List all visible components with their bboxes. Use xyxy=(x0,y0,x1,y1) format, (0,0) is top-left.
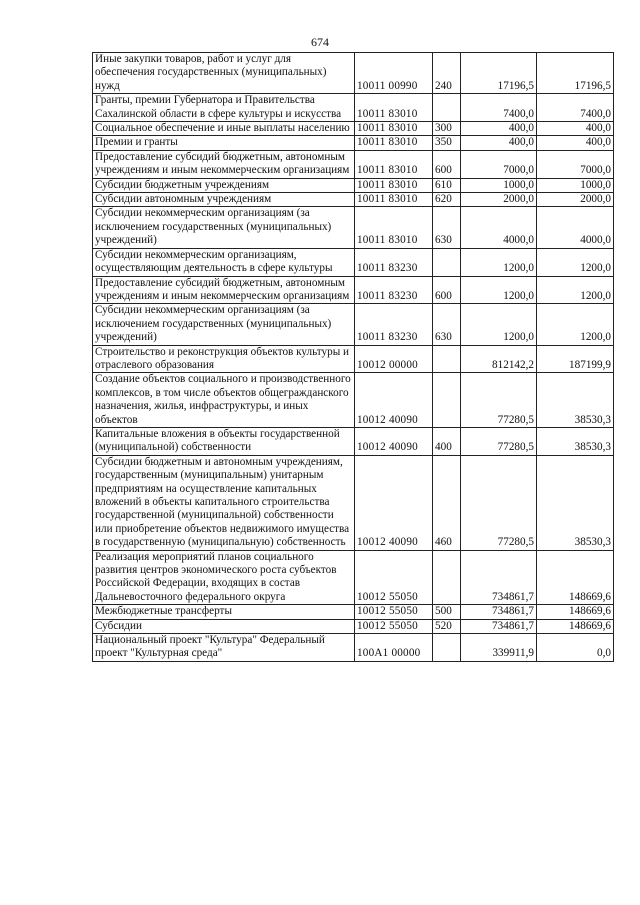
row-amount1-cell: 400,0 xyxy=(461,136,537,150)
row-kvr-cell xyxy=(433,345,461,373)
row-code-cell: 10012 55050 xyxy=(355,550,433,605)
row-amount2-cell: 1200,0 xyxy=(537,304,614,345)
row-code-cell: 10012 55050 xyxy=(355,605,433,619)
row-code-cell: 10011 83010 xyxy=(355,193,433,207)
row-amount2-cell: 148669,6 xyxy=(537,605,614,619)
budget-table-body xyxy=(93,53,614,662)
table-row xyxy=(93,136,614,150)
row-name-cell: Строительство и реконструкция объектов культуры и отраслевого образования xyxy=(93,345,355,373)
table-row xyxy=(93,427,614,455)
table-row xyxy=(93,53,614,94)
row-amount1-cell: 7400,0 xyxy=(461,94,537,122)
row-name-cell: Субсидии некоммерческим организациям, осуществляющим деятельность в сфере культуры xyxy=(93,248,355,276)
row-amount2-cell: 38530,3 xyxy=(537,427,614,455)
row-code-cell: 10011 83230 xyxy=(355,248,433,276)
table-row xyxy=(93,455,614,550)
row-kvr-cell xyxy=(433,94,461,122)
row-name-cell: Предоставление субсидий бюджетным, автономным учреждениям и иным некоммерческим организациям xyxy=(93,276,355,304)
row-name-cell: Субсидии некоммерческим организациям (за исключением государственных (муниципальных) учреждений) xyxy=(93,207,355,248)
table-row xyxy=(93,373,614,428)
row-name-cell: Межбюджетные трансферты xyxy=(93,605,355,619)
table-row xyxy=(93,605,614,619)
row-kvr-cell: 460 xyxy=(433,455,461,550)
row-amount2-cell: 17196,5 xyxy=(537,53,614,94)
row-code-cell: 10012 40090 xyxy=(355,455,433,550)
row-kvr-cell xyxy=(433,373,461,428)
row-code-cell: 10011 83010 xyxy=(355,94,433,122)
table-row xyxy=(93,248,614,276)
row-amount1-cell: 1000,0 xyxy=(461,178,537,192)
row-kvr-cell: 350 xyxy=(433,136,461,150)
row-amount2-cell: 2000,0 xyxy=(537,193,614,207)
row-name-cell: Субсидии xyxy=(93,619,355,633)
row-code-cell: 10011 83010 xyxy=(355,136,433,150)
row-name-cell: Субсидии автономным учреждениям xyxy=(93,193,355,207)
row-amount2-cell: 148669,6 xyxy=(537,550,614,605)
row-code-cell: 10011 83010 xyxy=(355,207,433,248)
page-number: 674 xyxy=(311,35,329,49)
row-kvr-cell: 240 xyxy=(433,53,461,94)
row-amount1-cell: 2000,0 xyxy=(461,193,537,207)
row-amount2-cell: 1000,0 xyxy=(537,178,614,192)
row-code-cell: 10012 40090 xyxy=(355,373,433,428)
row-amount2-cell: 1200,0 xyxy=(537,276,614,304)
row-kvr-cell: 620 xyxy=(433,193,461,207)
row-amount2-cell: 148669,6 xyxy=(537,619,614,633)
row-kvr-cell: 400 xyxy=(433,427,461,455)
table-row xyxy=(93,550,614,605)
table-row xyxy=(93,619,614,633)
row-name-cell: Предоставление субсидий бюджетным, автономным учреждениям и иным некоммерческим организациям xyxy=(93,150,355,178)
row-name-cell: Национальный проект "Культура" Федеральный проект "Культурная среда" xyxy=(93,634,355,662)
row-name-cell: Иные закупки товаров, работ и услуг для обеспечения государственных (муниципальных) нужд xyxy=(93,53,355,94)
row-amount2-cell: 7400,0 xyxy=(537,94,614,122)
row-amount2-cell: 187199,9 xyxy=(537,345,614,373)
row-code-cell: 10011 00990 xyxy=(355,53,433,94)
row-name-cell: Гранты, премии Губернатора и Правительства Сахалинской области в сфере культуры и искусства xyxy=(93,94,355,122)
row-amount1-cell: 1200,0 xyxy=(461,304,537,345)
row-amount1-cell: 7000,0 xyxy=(461,150,537,178)
row-code-cell: 100А1 00000 xyxy=(355,634,433,662)
row-code-cell: 10011 83010 xyxy=(355,150,433,178)
row-amount2-cell: 400,0 xyxy=(537,122,614,136)
table-row xyxy=(93,178,614,192)
row-code-cell: 10012 40090 xyxy=(355,427,433,455)
row-name-cell: Субсидии некоммерческим организациям (за исключением государственных (муниципальных) учреждений) xyxy=(93,304,355,345)
row-kvr-cell: 500 xyxy=(433,605,461,619)
row-kvr-cell xyxy=(433,550,461,605)
row-name-cell: Субсидии бюджетным учреждениям xyxy=(93,178,355,192)
row-amount1-cell: 734861,7 xyxy=(461,605,537,619)
row-amount1-cell: 77280,5 xyxy=(461,455,537,550)
row-amount1-cell: 1200,0 xyxy=(461,276,537,304)
row-kvr-cell: 520 xyxy=(433,619,461,633)
row-amount2-cell: 7000,0 xyxy=(537,150,614,178)
row-code-cell: 10011 83230 xyxy=(355,276,433,304)
row-amount1-cell: 734861,7 xyxy=(461,619,537,633)
row-kvr-cell: 300 xyxy=(433,122,461,136)
row-code-cell: 10011 83010 xyxy=(355,122,433,136)
row-code-cell: 10011 83230 xyxy=(355,304,433,345)
row-amount2-cell: 400,0 xyxy=(537,136,614,150)
row-code-cell: 10011 83010 xyxy=(355,178,433,192)
table-row xyxy=(93,94,614,122)
table-row xyxy=(93,207,614,248)
table-row xyxy=(93,122,614,136)
row-amount1-cell: 339911,9 xyxy=(461,634,537,662)
row-code-cell: 10012 55050 xyxy=(355,619,433,633)
row-kvr-cell: 610 xyxy=(433,178,461,192)
row-kvr-cell: 600 xyxy=(433,276,461,304)
table-row xyxy=(93,345,614,373)
budget-table xyxy=(92,52,614,662)
table-row xyxy=(93,634,614,662)
row-amount1-cell: 77280,5 xyxy=(461,373,537,428)
row-amount1-cell: 17196,5 xyxy=(461,53,537,94)
row-amount1-cell: 77280,5 xyxy=(461,427,537,455)
row-name-cell: Создание объектов социального и производственного комплексов, в том числе объектов общегражданского назначения, жилья, инфраструктуры, и иных объектов xyxy=(93,373,355,428)
row-amount2-cell: 38530,3 xyxy=(537,373,614,428)
row-amount1-cell: 4000,0 xyxy=(461,207,537,248)
row-amount2-cell: 0,0 xyxy=(537,634,614,662)
row-name-cell: Капитальные вложения в объекты государственной (муниципальной) собственности xyxy=(93,427,355,455)
table-row xyxy=(93,193,614,207)
row-name-cell: Субсидии бюджетным и автономным учреждениям, государственным (муниципальным) унитарным предприятиям на осуществление капитальных вложений в объекты капитального строительства государственной (муниципальной) собственности или приобретение объектов недвижимого имущества в государственную (муниципальную) собственность xyxy=(93,455,355,550)
row-amount2-cell: 1200,0 xyxy=(537,248,614,276)
row-name-cell: Социальное обеспечение и иные выплаты населению xyxy=(93,122,355,136)
row-kvr-cell xyxy=(433,634,461,662)
row-code-cell: 10012 00000 xyxy=(355,345,433,373)
row-kvr-cell: 600 xyxy=(433,150,461,178)
table-row xyxy=(93,150,614,178)
row-kvr-cell: 630 xyxy=(433,304,461,345)
row-amount1-cell: 400,0 xyxy=(461,122,537,136)
table-row xyxy=(93,276,614,304)
row-amount2-cell: 4000,0 xyxy=(537,207,614,248)
row-amount1-cell: 1200,0 xyxy=(461,248,537,276)
row-name-cell: Реализация мероприятий планов социального развития центров экономического роста субъектов Российской Федерации, входящих в состав Дальневосточного федерального округа xyxy=(93,550,355,605)
row-kvr-cell xyxy=(433,248,461,276)
row-amount1-cell: 734861,7 xyxy=(461,550,537,605)
table-row xyxy=(93,304,614,345)
row-amount1-cell: 812142,2 xyxy=(461,345,537,373)
row-amount2-cell: 38530,3 xyxy=(537,455,614,550)
row-kvr-cell: 630 xyxy=(433,207,461,248)
row-name-cell: Премии и гранты xyxy=(93,136,355,150)
